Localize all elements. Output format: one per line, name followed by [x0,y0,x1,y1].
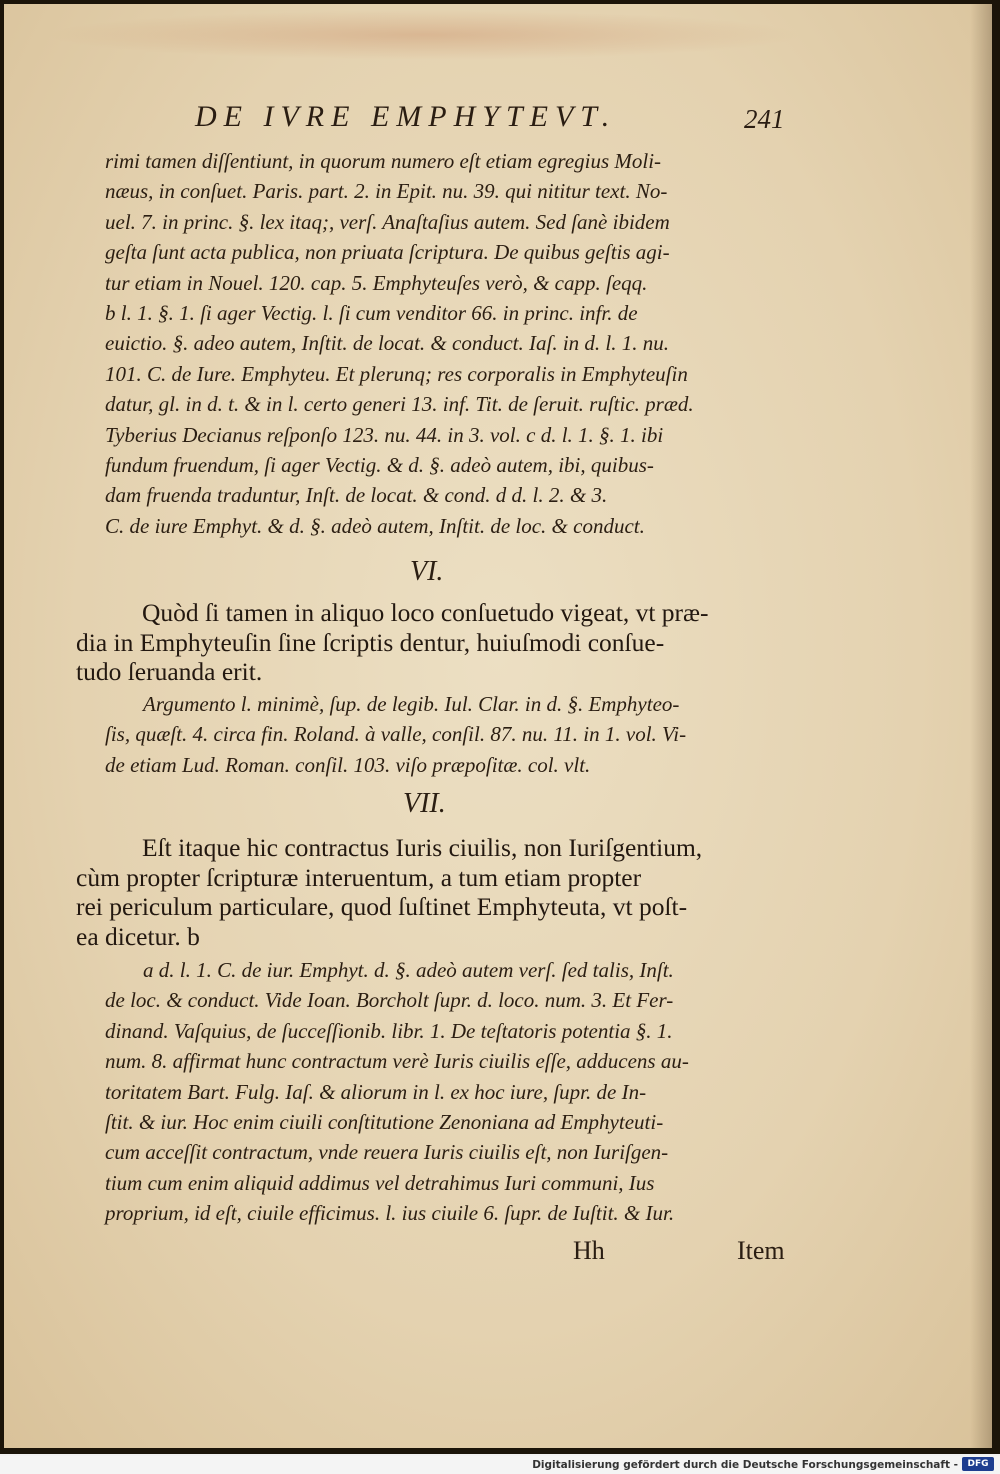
body-line: Eſt itaque hic contractus Iuris ciuilis, non Iuriſgentium, [142,833,703,862]
page-gutter [970,4,992,1448]
note-line: a d. l. 1. C. de iur. Emphyt. d. §. adeò autem verſ. ſed talis, Inſt. [143,958,674,982]
section-vi-body [76,598,796,687]
note-line: proprium, id eſt, ciuile efficimus. l. ius ciuile 6. ſupr. de Iuſtit. & Iur. [105,1201,675,1226]
running-title: DE IVRE EMPHYTEVT. [195,100,617,133]
note-line: uel. 7. in princ. §. lex itaq;, verſ. Anaſtaſius autem. Sed ſanè ibidem [105,209,670,234]
note-line: dam fruenda traduntur, Inſt. de locat. & cond. d d. l. 2. & 3. [105,483,608,508]
catchword: Item [737,1236,785,1265]
note-line: næus, in conſuet. Paris. part. 2. in Epit. nu. 39. qui nititur text. No- [105,179,668,204]
dfg-logo: DFG [962,1457,994,1471]
section-vii-notes [105,955,765,1229]
note-line: 101. C. de Iure. Emphyteu. Et plerunq; res corporalis in Emphyteuſin [105,361,688,386]
note-line: ſtit. & iur. Hoc enim ciuili conſtitutione Zenoniana ad Emphyteuti- [105,1109,664,1134]
body-line: cùm propter ſcripturæ interuentum, a tum etiam propter [76,862,642,892]
note-line: euictio. §. adeo autem, Inſtit. de locat. & conduct. Iaſ. in d. l. 1. nu. [105,331,669,356]
note-line: geſta ſunt acta publica, non priuata ſcriptura. De quibus geſtis agi- [105,240,670,265]
note-line: toritatem Bart. Fulg. Iaſ. & aliorum in l. ex hoc iure, ſupr. de In- [105,1079,647,1104]
note-line: tur etiam in Nouel. 120. cap. 5. Emphyteuſes verò, & capp. ſeqq. [105,270,648,295]
body-line: tudo ſeruanda erit. [76,657,263,686]
note-line: Tyberius Decianus reſponſo 123. nu. 44. in 3. vol. c d. l. 1. §. 1. ibi [105,422,664,447]
note-line: cum acceſſit contractum, vnde reuera Iuris ciuilis eſt, non Iuriſgen- [105,1140,669,1165]
section-vi-notes [105,689,765,780]
body-line: Quòd ſi tamen in aliquo loco conſuetudo vigeat, vt præ- [142,598,709,627]
note-line: ſis, quæſt. 4. circa fin. Roland. à valle, conſil. 87. nu. 11. in 1. vol. Vi- [105,722,687,747]
section-numeral-vii: VII. [403,788,446,819]
note-line: fundum fruendum, ſi ager Vectig. & d. §. adeò autem, ibi, quibus- [105,452,654,477]
note-line: rimi tamen diſſentiunt, in quorum numero eſt etiam egregius Moli- [105,149,662,173]
section-numeral-vi: VI. [410,556,444,587]
notes-top [105,146,765,541]
note-line: datur, gl. in d. t. & in l. certo generi 13. inf. Tit. de ſeruit. ruſtic. præd. [105,392,694,417]
body-line: dia in Emphyteuſin ſine ſcriptis dentur, huiuſmodi conſue- [76,627,665,657]
note-line: de etiam Lud. Roman. conſil. 103. viſo præpoſitæ. col. vlt. [105,752,591,777]
note-line: de loc. & conduct. Vide Ioan. Borcholt ſupr. d. loco. num. 3. Et Fer- [105,988,674,1013]
note-line: dinand. Vaſquius, de ſucceſſionib. libr. 1. De teſtatoris potentia §. 1. [105,1018,673,1043]
page-number: 241 [744,104,785,134]
paper-stain [44,10,804,60]
note-line: b l. 1. §. 1. ſi ager Vectig. l. ſi cum venditor 66. in princ. infr. de [105,300,638,325]
body-line: rei periculum particulare, quod ſuſtinet Emphyteuta, vt poſt- [76,892,688,921]
section-vii-body [76,833,796,951]
footer-credit: Digitalisierung gefördert durch die Deutsche Forschungsgemeinschaft - [532,1459,958,1471]
note-line: tium cum enim aliquid addimus vel detrahimus Iuri communi, Ius [105,1170,655,1195]
signature-mark: Hh [573,1236,605,1265]
note-line: num. 8. affirmat hunc contractum verè Iuris ciuilis eſſe, adducens au- [105,1049,689,1074]
note-line: C. de iure Emphyt. & d. §. adeò autem, Inſtit. de loc. & conduct. [105,513,645,538]
note-line: Argumento l. minimè, ſup. de legib. Iul. Clar. in d. §. Emphyteo- [143,692,680,716]
body-line: ea dicetur. b [76,921,200,951]
